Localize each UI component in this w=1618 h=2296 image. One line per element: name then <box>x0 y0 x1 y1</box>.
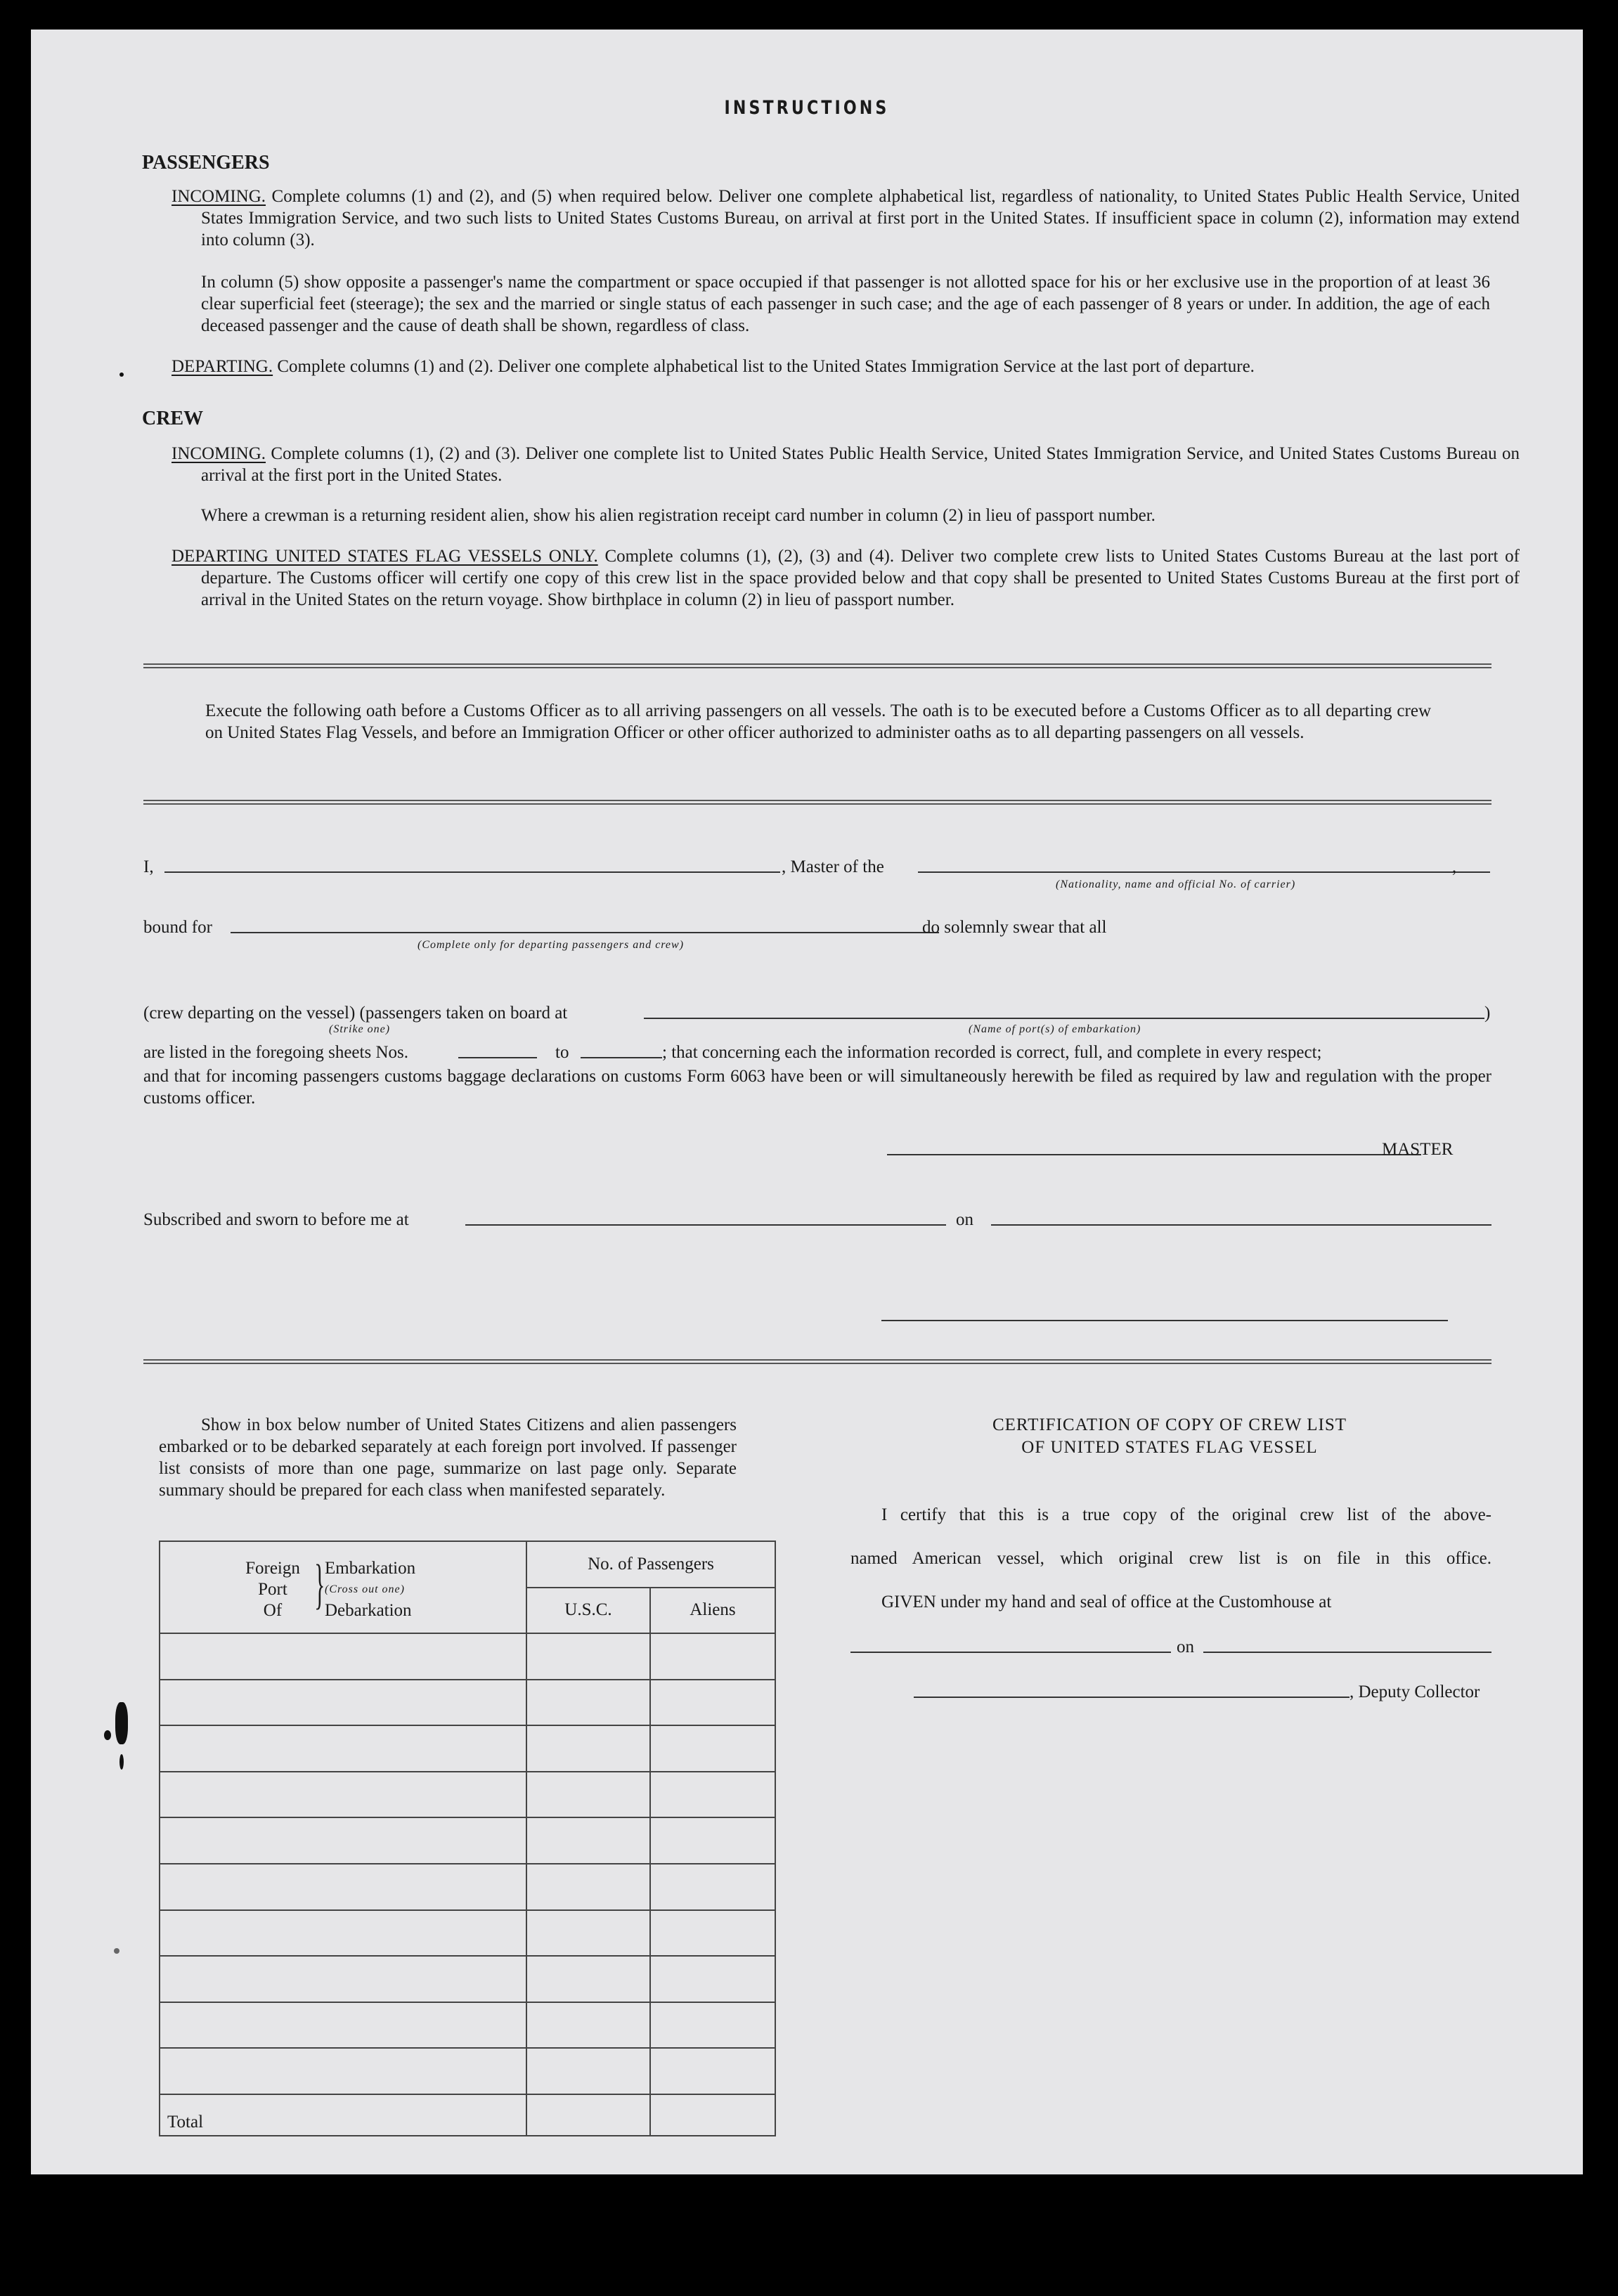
scan-mark <box>104 1730 111 1740</box>
table-row-port[interactable] <box>160 2048 526 2094</box>
usc-header: U.S.C. <box>526 1588 650 1634</box>
embarkation-label: Embarkation <box>325 1558 416 1578</box>
master-label: MASTER <box>1382 1140 1454 1159</box>
passengers-incoming-text: Complete columns (1) and (2), and (5) when required below. Deliver one complete alphabetical list, regardless of nationality, to United States Public Health Service, United States Immigration Service, and two such lists to United States Customs Bureau, on arrival at first port in the United States. If insufficient space in column (2), information may extend into column (3). <box>201 187 1520 249</box>
carrier-field[interactable] <box>918 871 1490 873</box>
sheets-from-field[interactable] <box>458 1057 537 1058</box>
total-label: Total <box>160 2094 526 2136</box>
crew-incoming-text: Complete columns (1), (2) and (3). Deliver one complete list to United States Public Health Service, United States Immigration Service, and United States Customs Bureau on arrival at the first port in the United States. <box>201 444 1520 485</box>
to-label: to <box>555 1043 569 1062</box>
table-row-aliens[interactable] <box>650 1633 775 1680</box>
summary-instruction: Show in box below number of United States Citizens and alien passengers embarked or to be debarked separately at each foreign port involved. If passenger list consists of more than one page, summarize on last page only. Separate summary should be prepared for each class when manifested separately. <box>159 1415 737 1500</box>
cross-out-caption: (Cross out one) <box>325 1583 405 1595</box>
bound-for-label: bound for <box>143 918 212 937</box>
table-row-usc[interactable] <box>526 1772 650 1818</box>
oath-instruction-paragraph: Execute the following oath before a Customs Officer as to all arriving passengers on all vessels. The oath is to be executed before a Customs Officer as to all departing crew on United States Flag Vessels, and before an Immigration Officer or other officer authorized to administer oaths as to all departing passengers on all vessels. <box>205 701 1431 742</box>
table-row-port[interactable] <box>160 2002 526 2049</box>
table-row-port[interactable] <box>160 1680 526 1726</box>
table-row-usc[interactable] <box>526 1864 650 1910</box>
subscribed-label: Subscribed and sworn to before me at <box>143 1210 409 1229</box>
officer-signature-field[interactable] <box>881 1320 1448 1321</box>
passengers-incoming-label: INCOMING. <box>171 187 266 206</box>
master-name-field[interactable] <box>164 871 780 873</box>
table-row-port[interactable] <box>160 1956 526 2002</box>
table-row-usc[interactable] <box>526 1725 650 1772</box>
table-row-port[interactable] <box>160 1772 526 1818</box>
given-text: GIVEN under my hand and seal of office at the Customhouse at <box>881 1593 1332 1611</box>
cert-on-label: on <box>1177 1637 1194 1656</box>
crew-incoming-label: INCOMING. <box>171 444 266 463</box>
carrier-caption: (Nationality, name and official No. of carrier) <box>1056 878 1296 890</box>
table-row-aliens[interactable] <box>650 1956 775 2002</box>
customhouse-field[interactable] <box>850 1652 1171 1653</box>
passengers-departing-text: Complete columns (1) and (2). Deliver one complete alphabetical list to the United States Immigration Service at the last port of departure. <box>277 357 1255 376</box>
scan-mark <box>119 372 124 377</box>
scan-mark <box>119 1754 124 1770</box>
aliens-header: Aliens <box>650 1588 775 1634</box>
table-row-aliens[interactable] <box>650 2048 775 2094</box>
crew-passengers-label: (crew departing on the vessel) (passengers taken on board at <box>143 1004 568 1023</box>
certify-text: I certify that this is a true copy of the original crew list of the above- <box>881 1505 1491 1524</box>
strike-caption: (Strike one) <box>329 1023 391 1035</box>
port-label: Port <box>258 1579 287 1599</box>
deputy-signature-field[interactable] <box>914 1697 1350 1698</box>
debarkation-label: Debarkation <box>325 1600 412 1620</box>
ports-caption: (Name of port(s) of embarkation) <box>969 1023 1141 1035</box>
brace-icon: } <box>314 1552 325 1614</box>
crew-departing-text: Complete columns (1), (2), (3) and (4). Deliver two complete crew lists to United States Customs Bureau at the last port of departure. The Customs officer will certify one copy of this crew list in the space provided below and that copy shall be presented to United States Customs Bureau at the first port of arrival in the United States on the return voyage. Show birthplace in column (2) in lieu of passport number. <box>201 547 1520 609</box>
crew-departing-label: DEPARTING UNITED STATES FLAG VESSELS ONLY. <box>171 547 598 566</box>
sworn-date-field[interactable] <box>991 1224 1491 1226</box>
scan-mark <box>115 1702 128 1744</box>
of-label: Of <box>263 1600 283 1620</box>
oath-i-label: I, <box>143 857 154 876</box>
crew-incoming-paragraph <box>171 443 1520 486</box>
page-title: INSTRUCTIONS <box>724 97 890 119</box>
table-row-port[interactable] <box>160 1725 526 1772</box>
table-row-port[interactable] <box>160 1864 526 1910</box>
foreign-label: Foreign <box>245 1558 300 1578</box>
certification-title-line1: CERTIFICATION OF COPY OF CREW LIST <box>992 1415 1347 1434</box>
certification-title <box>846 1414 1493 1459</box>
table-row-port[interactable] <box>160 1910 526 1957</box>
close-paren: ) <box>1484 1004 1491 1023</box>
deputy-collector-label: , Deputy Collector <box>1350 1682 1480 1701</box>
crew-departing-paragraph <box>171 545 1520 611</box>
crew-resident-paragraph: Where a crewman is a returning resident alien, show his alien registration receipt card number in column (2) in lieu of passport number. <box>201 506 1156 525</box>
sworn-at-field[interactable] <box>465 1224 946 1226</box>
passengers-column5-paragraph: In column (5) show opposite a passenger's name the compartment or space occupied if that passenger is not allotted space for his or her exclusive use in the proportion of at least 36 clear superficial feet (steerage); the sex and the married or single status of each passenger in such case; and the age of each passenger of 8 years or under. In addition, the age of each deceased passenger and the cause of death shall be shown, regardless of class. <box>201 273 1490 335</box>
table-row-aliens[interactable] <box>650 1680 775 1726</box>
total-usc[interactable] <box>526 2094 650 2136</box>
table-row-aliens[interactable] <box>650 1864 775 1910</box>
table-row-usc[interactable] <box>526 1680 650 1726</box>
certification-title-line2: OF UNITED STATES FLAG VESSEL <box>1021 1438 1318 1457</box>
sheets-to-field[interactable] <box>581 1057 662 1058</box>
passengers-incoming-paragraph <box>171 186 1520 251</box>
table-row-port[interactable] <box>160 1633 526 1680</box>
bound-for-field[interactable] <box>231 932 939 933</box>
swear-label: do solemnly swear that all <box>922 918 1107 937</box>
bound-caption: (Complete only for departing passengers and crew) <box>418 939 685 951</box>
port-header-cell <box>160 1541 526 1633</box>
table-row-usc[interactable] <box>526 1956 650 2002</box>
passengers-heading: PASSENGERS <box>142 152 270 174</box>
form-page <box>31 30 1583 2174</box>
table-row-usc[interactable] <box>526 1817 650 1864</box>
table-row-usc[interactable] <box>526 2048 650 2094</box>
named-text: named American vessel, which original crew list is on file in this office. <box>850 1549 1491 1568</box>
cert-date-field[interactable] <box>1203 1652 1491 1653</box>
double-rule-3 <box>143 1359 1491 1364</box>
passengers-departing-label: DEPARTING. <box>171 357 273 376</box>
passenger-summary-table <box>159 1541 776 2136</box>
total-aliens[interactable] <box>650 2094 775 2136</box>
table-row-aliens[interactable] <box>650 1910 775 1957</box>
carrier-comma: , <box>1452 857 1457 876</box>
listed-label: are listed in the foregoing sheets Nos. <box>143 1043 408 1062</box>
table-row-port[interactable] <box>160 1817 526 1864</box>
table-row-aliens[interactable] <box>650 2002 775 2049</box>
double-rule-1 <box>143 663 1491 668</box>
ports-field[interactable] <box>644 1018 1484 1019</box>
crew-heading: CREW <box>142 408 204 429</box>
listed-rest-2: and that for incoming passengers customs baggage declarations on customs Form 6063 have been or will simultaneously herewith be filed as required by law and regulation with the proper customs officer. <box>143 1067 1491 1108</box>
passengers-departing-paragraph <box>171 356 1490 377</box>
table-row-aliens[interactable] <box>650 1725 775 1772</box>
master-signature-field[interactable] <box>887 1154 1421 1155</box>
table-row-aliens[interactable] <box>650 1772 775 1818</box>
table-row-usc[interactable] <box>526 2002 650 2049</box>
table-row-aliens[interactable] <box>650 1817 775 1864</box>
double-rule-2 <box>143 800 1491 805</box>
listed-rest-1: ; that concerning each the information recorded is correct, full, and complete in every respect; <box>662 1043 1322 1062</box>
master-of-label: , Master of the <box>782 857 884 876</box>
table-row-usc[interactable] <box>526 1910 650 1957</box>
sworn-on-label: on <box>956 1210 973 1229</box>
no-passengers-header: No. of Passengers <box>526 1541 775 1588</box>
scan-mark <box>114 1948 119 1954</box>
table-row-usc[interactable] <box>526 1633 650 1680</box>
